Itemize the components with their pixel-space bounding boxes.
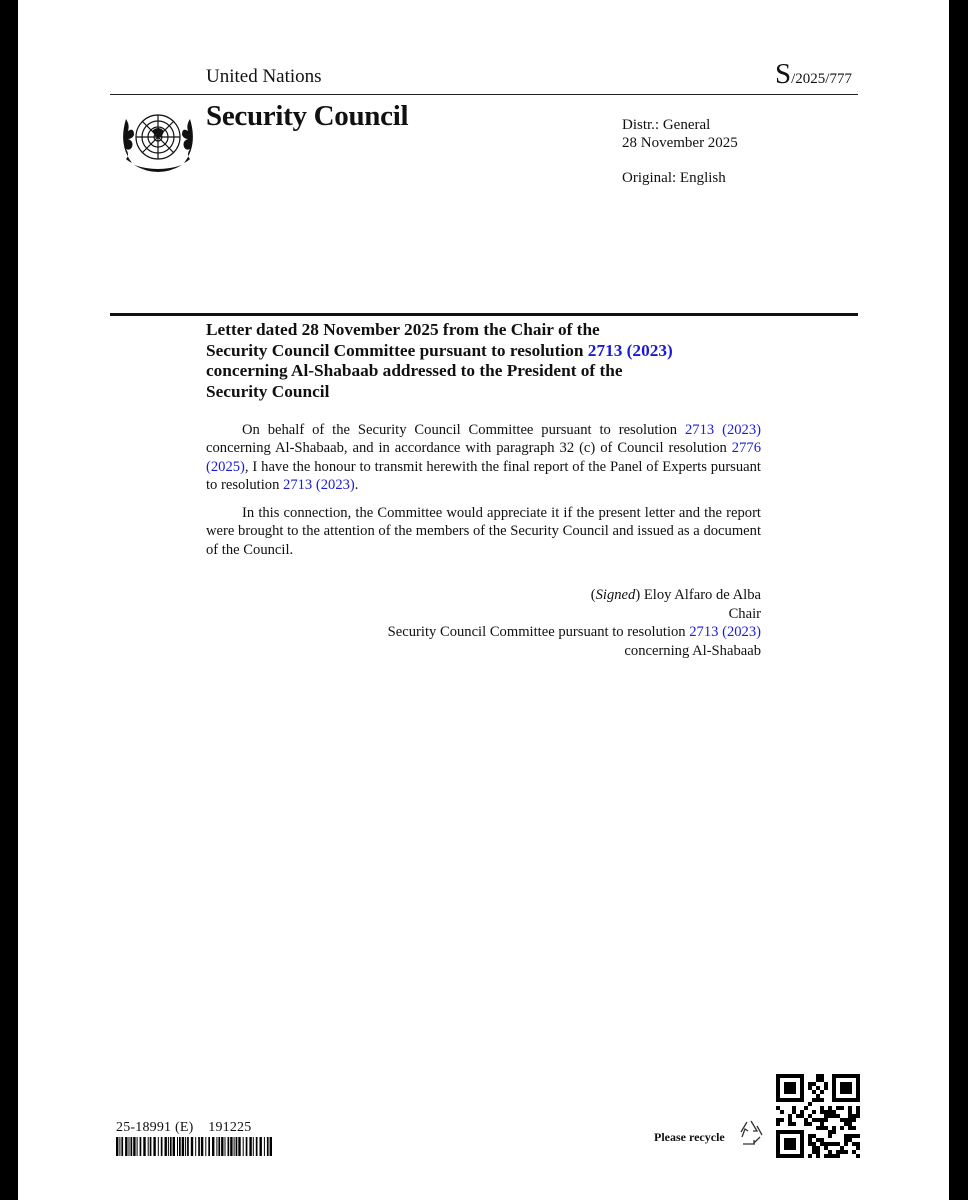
qr-code-icon [776,1074,860,1158]
qr-module [792,1106,796,1110]
committee-line [388,623,761,642]
barcode-bar [212,1137,214,1156]
org-name: United Nations [206,66,322,87]
qr-module [816,1118,820,1122]
qr-module [828,1134,832,1138]
barcode-bar [253,1137,254,1156]
distribution-block [622,116,738,152]
qr-module [808,1102,812,1106]
barcode-bar [230,1137,232,1156]
barcode-bar [143,1137,145,1156]
qr-module [852,1118,856,1122]
qr-module [836,1142,840,1146]
qr-module [820,1142,824,1146]
title-line-2-text: Security Council Committee pursuant to resolution [206,340,584,360]
qr-module [808,1082,812,1086]
qr-module [792,1122,796,1126]
qr-module [816,1086,820,1090]
qr-module [820,1098,824,1102]
qr-module [844,1150,848,1154]
barcode-bar [221,1137,223,1156]
qr-module [788,1114,792,1118]
barcode-bar [121,1137,123,1156]
document-number: 25-18991 (E) 191225 [116,1120,252,1135]
barcode-bar [150,1137,152,1156]
signed-label: Signed [595,587,636,603]
barcode-bar [267,1137,269,1156]
qr-module [832,1154,836,1158]
recycle-label: Please recycle [654,1130,725,1144]
qr-module [840,1146,844,1150]
barcode-bar [246,1137,248,1156]
qr-module [852,1126,856,1130]
qr-module [796,1114,800,1118]
qr-module [848,1118,852,1122]
qr-module [852,1134,856,1138]
issue-date: 28 November 2025 [622,135,738,151]
qr-module [776,1122,780,1126]
qr-module [820,1090,824,1094]
title-line-1: Letter dated 28 November 2025 from the Chair of the [206,320,600,339]
qr-module [824,1154,828,1158]
recycle-icon [736,1117,766,1147]
qr-module [856,1106,860,1110]
title-line-4: Security Council [206,381,330,401]
qr-module [804,1106,808,1110]
qr-module [820,1118,824,1122]
qr-module [828,1150,832,1154]
qr-module [832,1114,836,1118]
signatory-name: Eloy Alfaro de Alba [643,587,761,603]
qr-module [844,1142,848,1146]
resolution-link[interactable]: 2713 (2023) [689,624,761,640]
barcode-bar [198,1137,200,1156]
barcode-bar [182,1137,184,1156]
qr-module [788,1122,792,1126]
qr-module [836,1114,840,1118]
qr-module [828,1142,832,1146]
qr-module [824,1142,828,1146]
barcode-bar [148,1137,149,1156]
barcode-bar [191,1137,193,1156]
symbol-suffix: /2025/777 [791,71,852,87]
barcode-bar [236,1137,238,1156]
distribution: Distr.: General [622,117,711,133]
barcode-bar [137,1137,138,1156]
qr-module [836,1106,840,1110]
qr-module [812,1118,816,1122]
qr-module [856,1134,860,1138]
barcode-icon [116,1137,272,1156]
qr-module [820,1106,824,1110]
barcode-bar [256,1137,258,1156]
qr-module [812,1082,816,1086]
qr-module [812,1150,816,1154]
qr-module [824,1114,828,1118]
qr-module [816,1154,820,1158]
barcode-bar [205,1137,206,1156]
document-symbol [775,58,852,91]
barcode-bar [158,1137,159,1156]
qr-module [816,1098,820,1102]
signatory-role: Chair [728,605,761,622]
qr-module [856,1110,860,1114]
qr-module [848,1138,852,1142]
header-rule [110,94,858,95]
qr-module [856,1154,860,1158]
barcode-bar [170,1137,172,1156]
qr-module [800,1110,804,1114]
barcode-bar [125,1137,127,1156]
qr-module [804,1122,808,1126]
qr-module [832,1126,836,1130]
qr-module [820,1126,824,1130]
qr-module [812,1134,816,1138]
qr-module [808,1142,812,1146]
qr-module [836,1150,840,1154]
qr-module [820,1078,824,1082]
qr-module [804,1118,808,1122]
signature-line: (Signed) Eloy Alfaro de Alba [590,587,761,603]
p1-text-d: . [354,476,359,493]
qr-module [832,1110,836,1114]
qr-module [844,1138,848,1142]
qr-module [824,1086,828,1090]
qr-module [848,1110,852,1114]
qr-module [792,1110,796,1114]
symbol-prefix: S [775,58,792,90]
barcode-bar [225,1137,226,1156]
barcode-bar [165,1137,167,1156]
qr-module [840,1082,852,1094]
barcode-bar [133,1137,135,1156]
barcode-bar [153,1137,155,1156]
barcode-bar [208,1137,210,1156]
qr-module [824,1082,828,1086]
barcode-bar [195,1137,196,1156]
qr-module [824,1126,828,1130]
resolution-link[interactable]: 2713 (2023) [685,422,761,438]
qr-module [828,1154,832,1158]
barcode-bar [234,1137,235,1156]
qr-module [820,1138,824,1142]
qr-module [856,1146,860,1150]
barcode-bar [129,1137,130,1156]
qr-module [828,1110,832,1114]
barcode-bar [116,1137,118,1156]
qr-module [812,1142,816,1146]
qr-module [832,1130,836,1134]
barcode-bar [249,1137,251,1156]
barcode-bar [216,1137,217,1156]
barcode-bar [238,1137,240,1156]
resolution-link[interactable]: 2713 (2023) [283,476,355,493]
qr-module [820,1122,824,1126]
qr-module [812,1098,816,1102]
barcode-bar [140,1137,142,1156]
barcode-bar [177,1137,178,1156]
title-rule [110,313,858,316]
qr-module [808,1138,812,1142]
qr-module [788,1118,792,1122]
paragraph-2: In this connection, the Committee would appreciate it if the present letter and the report were brought to the attention of the members of the Security Council and issued as a document of the Council. [206,505,761,558]
barcode-bar [187,1137,189,1156]
qr-module [816,1150,820,1154]
qr-module [808,1114,812,1118]
qr-module [800,1114,804,1118]
title-line-2 [206,341,766,362]
qr-module [844,1122,848,1126]
paragraph-1 [206,421,761,494]
qr-module [816,1146,820,1150]
qr-module [856,1142,860,1146]
qr-module [812,1146,816,1150]
qr-module [812,1090,816,1094]
qr-module [852,1114,856,1118]
document-page [18,0,949,1200]
qr-module [852,1142,856,1146]
letter-title [206,320,766,402]
qr-module [836,1154,840,1158]
qr-module [848,1122,852,1126]
qr-module [816,1074,820,1078]
qr-module [808,1122,812,1126]
qr-module [776,1106,780,1110]
qr-module [816,1138,820,1142]
original-language: Original: English [622,170,726,186]
qr-module [828,1106,832,1110]
qr-module [780,1118,784,1122]
signature-block [388,586,761,660]
qr-module [828,1114,832,1118]
qr-module [848,1114,852,1118]
barcode-bar [218,1137,220,1156]
qr-module [828,1130,832,1134]
p1-text-a: On behalf of the Security Council Committee pursuant to resolution [242,422,678,438]
qr-module [856,1114,860,1118]
barcode-bar [173,1137,175,1156]
qr-module [824,1110,828,1114]
resolution-link[interactable]: 2713 (2023) [587,340,673,360]
barcode-bar [179,1137,181,1156]
qr-module [840,1118,844,1122]
qr-module [784,1082,796,1094]
qr-module [812,1110,816,1114]
qr-module [844,1134,848,1138]
p1-text-b: concerning Al-Shabaab, and in accordance with paragraph 32 (c) of Council resolution [206,440,727,457]
organ-title: Security Council [206,100,409,132]
qr-module [848,1106,852,1110]
p1-text-c: , I have the honour to transmit herewith the final report of the Panel of Experts pursuant to resolution [206,458,761,493]
qr-module [824,1146,828,1150]
qr-module [776,1118,780,1122]
qr-module [816,1078,820,1082]
qr-module [816,1094,820,1098]
title-line-3: concerning Al-Shabaab addressed to the President of the [206,361,623,380]
barcode-bar [270,1137,272,1156]
barcode-bar [201,1137,203,1156]
barcode-bar [264,1137,265,1156]
qr-module [824,1118,828,1122]
barcode-bar [228,1137,230,1156]
qr-module [844,1118,848,1122]
qr-module [852,1150,856,1154]
qr-module [840,1126,844,1130]
resolution-link[interactable]: 2776 (2025) [206,440,761,475]
qr-module [848,1134,852,1138]
qr-module [820,1074,824,1078]
committee-text: Security Council Committee pursuant to resolution [387,624,686,640]
barcode-bar [185,1137,186,1156]
qr-module [816,1126,820,1130]
qr-module [840,1150,844,1154]
committee-line-2: concerning Al-Shabaab [624,642,761,659]
barcode-bar [260,1137,262,1156]
qr-module [808,1086,812,1090]
barcode-bar [131,1137,133,1156]
qr-module [840,1106,844,1110]
qr-module [832,1142,836,1146]
qr-module [784,1138,796,1150]
barcode-bar [168,1137,169,1156]
qr-module [780,1110,784,1114]
barcode-bar [243,1137,244,1156]
qr-module [820,1110,824,1114]
qr-module [848,1126,852,1130]
barcode-bar [119,1137,120,1156]
qr-module [808,1134,812,1138]
barcode-bar [161,1137,163,1156]
un-emblem-icon [112,101,204,181]
qr-module [808,1154,812,1158]
